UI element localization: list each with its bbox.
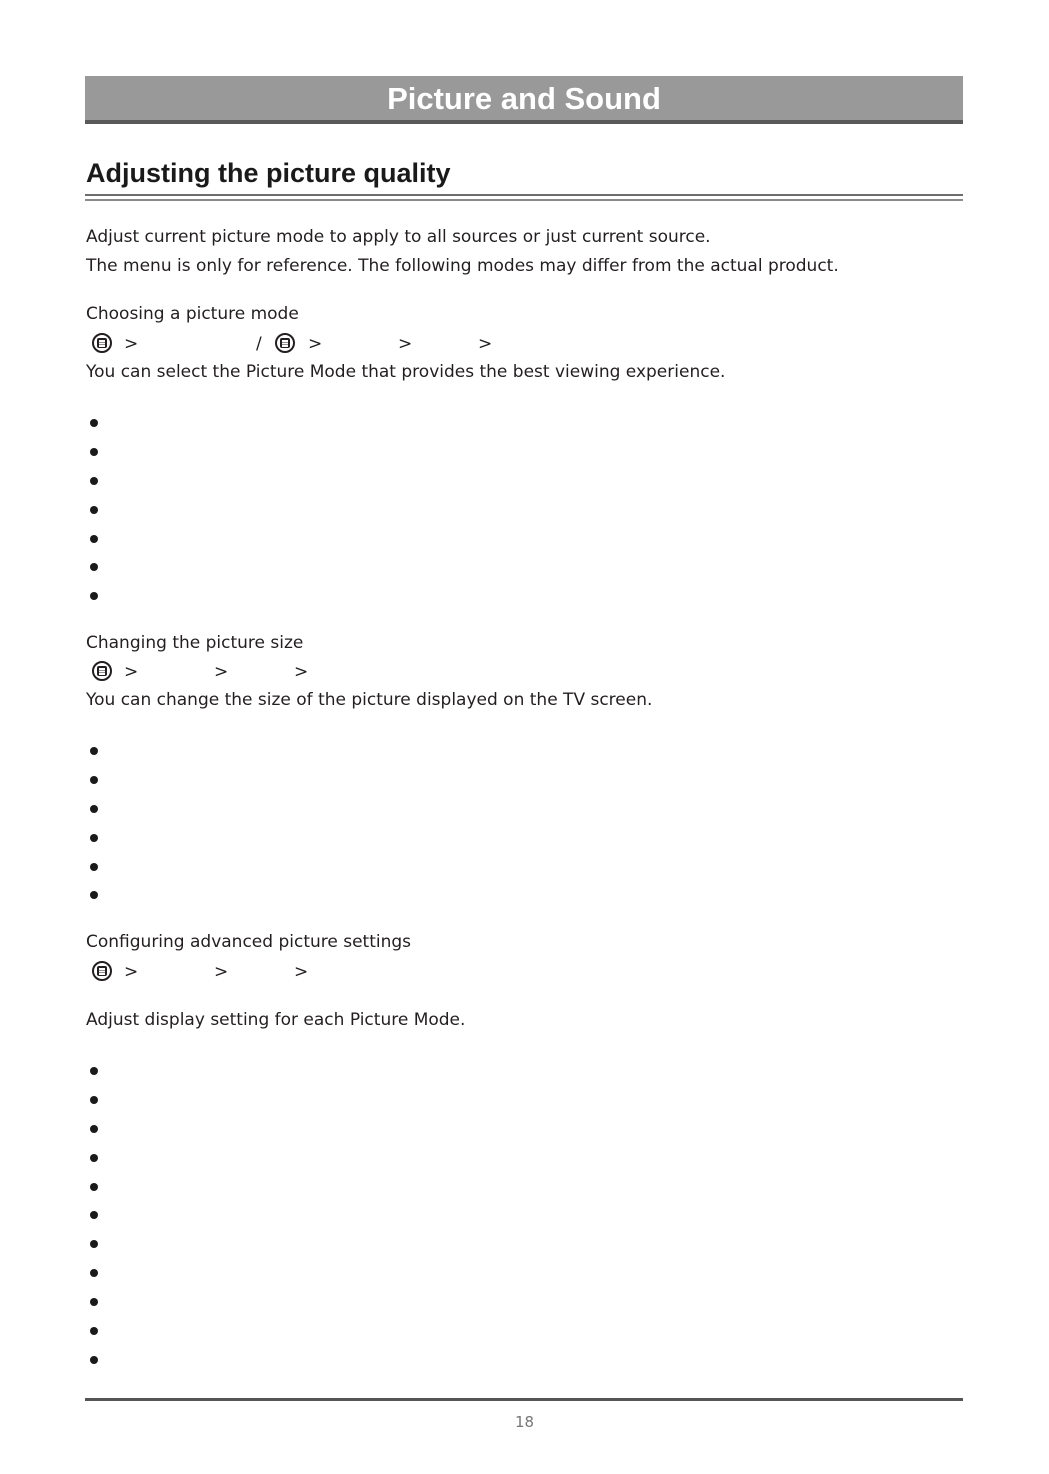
path-separator: > xyxy=(124,334,139,354)
path-separator: > xyxy=(478,334,493,354)
intro-line-1: Adjust current picture mode to apply to all sources or just current source. xyxy=(86,227,711,247)
menu-icon xyxy=(92,961,112,981)
page-number: 18 xyxy=(514,1413,535,1431)
picture-mode-description: You can select the Picture Mode that provides the best viewing experience. xyxy=(86,362,726,382)
picture-size-heading: Changing the picture size xyxy=(86,633,304,653)
picture-mode-heading: Choosing a picture mode xyxy=(86,304,299,324)
path-separator: > xyxy=(294,662,309,682)
footer-divider xyxy=(85,1398,963,1401)
path-slash: / xyxy=(256,334,262,354)
path-separator: > xyxy=(294,962,309,982)
chapter-title: Picture and Sound xyxy=(387,80,661,116)
menu-icon xyxy=(92,333,112,353)
menu-icon xyxy=(275,333,295,353)
path-separator: > xyxy=(214,962,229,982)
title-divider xyxy=(85,194,963,196)
title-divider-lower xyxy=(85,199,963,201)
chapter-banner xyxy=(85,76,963,124)
path-separator: > xyxy=(124,962,139,982)
menu-icon xyxy=(92,661,112,681)
path-separator: > xyxy=(398,334,413,354)
path-separator: > xyxy=(214,662,229,682)
advanced-description: Adjust display setting for each Picture Mode. xyxy=(86,1010,466,1030)
path-separator: > xyxy=(308,334,323,354)
picture-size-description: You can change the size of the picture displayed on the TV screen. xyxy=(86,690,653,710)
path-separator: > xyxy=(124,662,139,682)
advanced-heading: Configuring advanced picture settings xyxy=(86,932,412,952)
section-title: Adjusting the picture quality xyxy=(86,158,451,188)
intro-line-2: The menu is only for reference. The following modes may differ from the actual product. xyxy=(86,256,839,276)
